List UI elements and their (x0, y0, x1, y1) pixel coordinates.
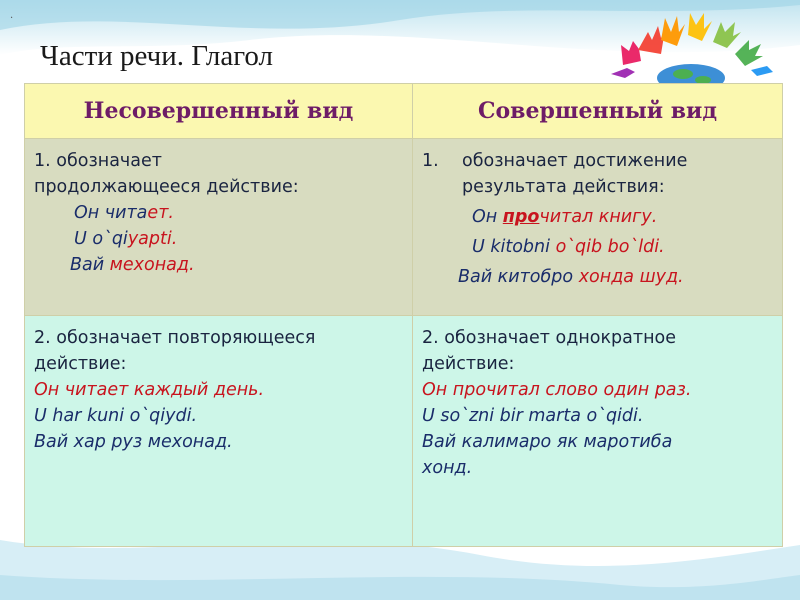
desc-line: действие: (422, 354, 515, 374)
cell-perfective-1 (413, 139, 783, 316)
example-uz: U o`qiyapti. (74, 229, 178, 249)
header-imperfective: Несовершенный вид (25, 84, 413, 139)
desc-line: действие: (34, 354, 127, 374)
example-ru: Он читает каждый день. (34, 380, 265, 400)
desc-line: 2. обозначает повторяющееся (34, 328, 316, 348)
example-uz: U so`zni bir marta o`qidi. (422, 406, 644, 426)
desc-line: 1. обозначает достижение (422, 151, 688, 171)
desc-line: 2. обозначает однократное (422, 328, 676, 348)
example-tj: Вай хар руз мехонад. (34, 432, 233, 452)
example-tj: Вай калимаро як маротиба (422, 432, 673, 452)
cell-imperfective-1 (25, 139, 413, 316)
verb-aspect-table (24, 83, 783, 547)
example-tj-cont: хонд. (422, 458, 473, 478)
page-title: Части речи. Глагол (40, 40, 273, 72)
desc-line: 1. обозначает (34, 151, 162, 171)
example-uz: U kitobni o`qib bo`ldi. (472, 237, 665, 257)
slide-dot: . (10, 10, 14, 21)
example-tj: Вай мехонад. (70, 255, 195, 275)
example-tj: Вай китобро хонда шуд. (458, 267, 684, 287)
desc-line: результата действия: (462, 177, 665, 197)
desc-line: продолжающееся действие: (34, 177, 299, 197)
example-ru: Он читает. (74, 203, 174, 223)
cell-imperfective-2 (25, 316, 413, 547)
example-ru: Он прочитал слово один раз. (422, 380, 692, 400)
cell-perfective-2 (413, 316, 783, 547)
header-perfective: Совершенный вид (413, 84, 783, 139)
example-ru: Он прочитал книгу. (472, 207, 658, 227)
hands-around-globe-icon (603, 10, 778, 85)
example-uz: U har kuni o`qiydi. (34, 406, 198, 426)
